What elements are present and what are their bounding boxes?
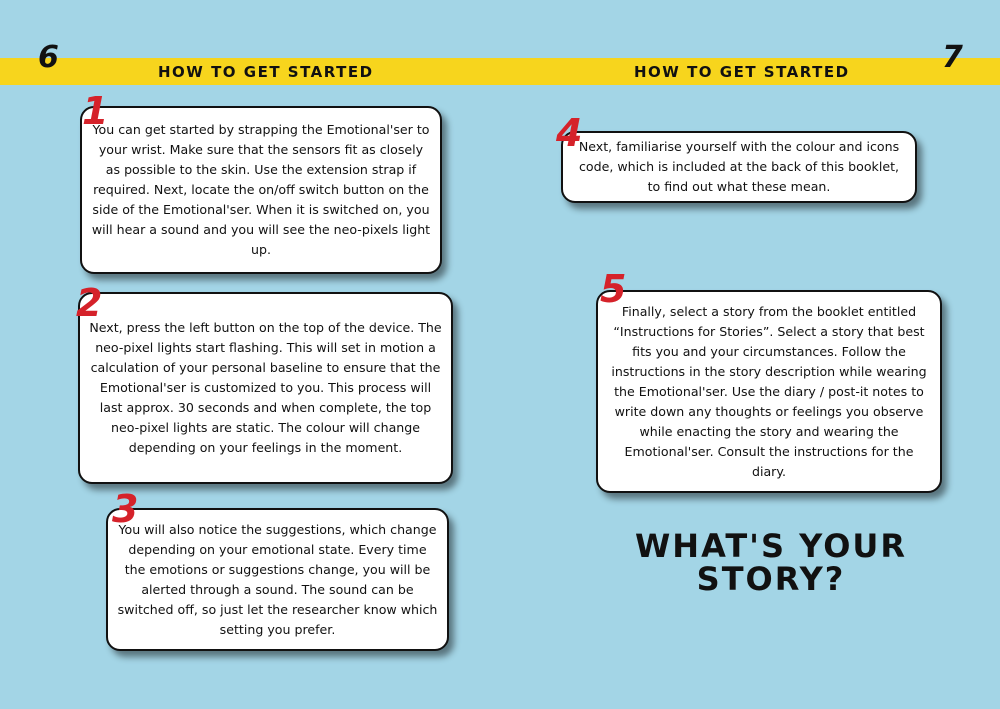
closing-line-2: STORY? bbox=[696, 560, 846, 598]
closing-question bbox=[618, 527, 924, 598]
step-1-text: You can get started by strapping the Emotional'ser to your wrist. Make sure that the sensors fit as closely as possible to the skin. Use the extension strap if required. Next, locate the on/off switch button on the side of the Emotional'ser. When it is switched on, you will hear a sound and you will see the neo-pixels light up. bbox=[91, 122, 431, 257]
step-4-number: 4 bbox=[556, 111, 583, 155]
step-1-number: 1 bbox=[82, 89, 109, 133]
step-3-number: 3 bbox=[112, 487, 139, 531]
page-heading-right: HOW TO GET STARTED bbox=[634, 63, 850, 81]
page-number-right: 7 bbox=[942, 40, 963, 75]
step-4-text: Next, familiarise yourself with the colour and icons code, which is included at the back of this booklet, to find out what these mean. bbox=[578, 139, 900, 194]
step-4-box bbox=[561, 131, 917, 203]
step-2-text: Next, press the left button on the top of the device. The neo-pixel lights start flashing. This will set in motion a calculation of your personal baseline to ensure that the Emotional'ser is customized to you. This process will last approx. 30 seconds and when complete, the top neo-pixel lights are static. The colour will change depending on your feelings in the moment. bbox=[89, 320, 442, 455]
step-5-text: Finally, select a story from the booklet entitled “Instructions for Stories”. Select a story that best fits you and your circumstances. Follow the instructions in the story description while wearing the Emotional'ser. Use the diary / post-it notes to write down any thoughts or feelings you observe while enacting the story and wearing the Emotional'ser. Consult the instructions for the diary. bbox=[611, 303, 927, 479]
step-2-box bbox=[78, 292, 453, 484]
step-3-text: You will also notice the suggestions, which change depending on your emotional state. Every time the emotions or suggestions change, you will be alerted through a sound. The sound can be switched off, so just let the researcher know which setting you prefer. bbox=[117, 521, 438, 637]
step-3-box bbox=[106, 508, 449, 651]
step-5-box bbox=[596, 290, 942, 493]
page-heading-left: HOW TO GET STARTED bbox=[158, 63, 374, 81]
step-2-number: 2 bbox=[76, 281, 103, 325]
step-5-number: 5 bbox=[600, 267, 627, 311]
page-number-left: 6 bbox=[38, 40, 59, 75]
closing-line-1: WHAT'S YOUR bbox=[634, 527, 908, 565]
header-band bbox=[0, 58, 1000, 85]
step-1-box bbox=[80, 106, 442, 274]
